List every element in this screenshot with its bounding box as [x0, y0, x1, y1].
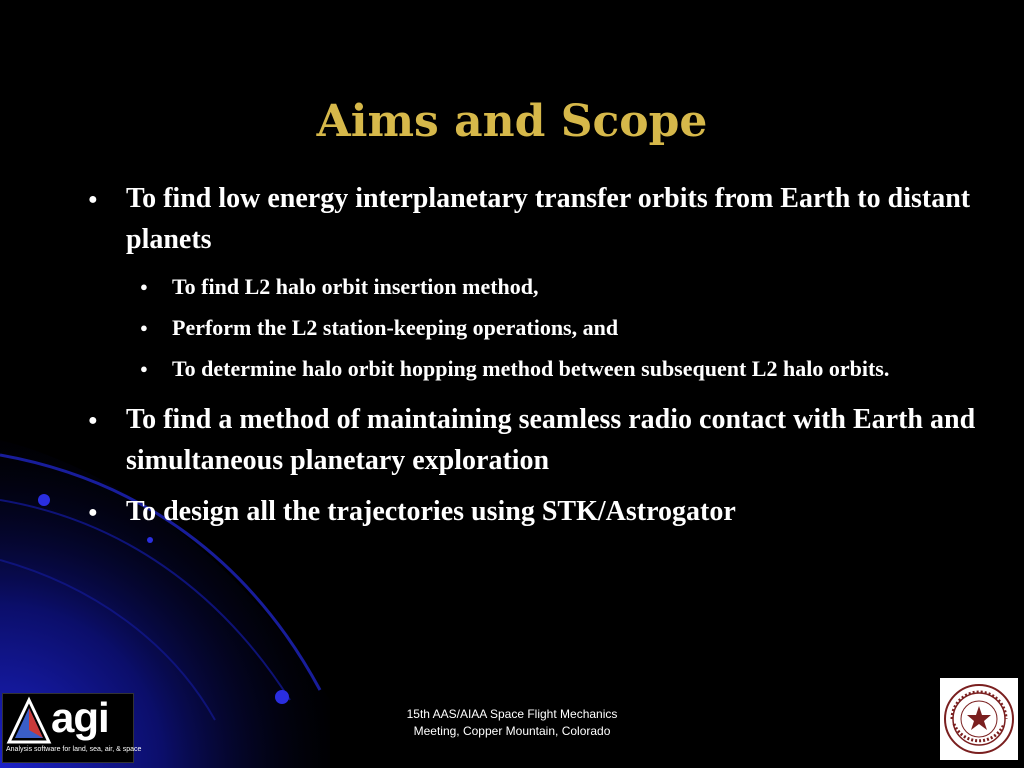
agi-logo [2, 693, 142, 763]
footer-text [362, 706, 662, 740]
slide-title: Aims and Scope [316, 96, 708, 147]
bullet-list [84, 178, 1004, 542]
sub-bullet-text: Perform the L2 station-keeping operations, and [172, 315, 619, 340]
sub-bullet-item [84, 311, 1004, 344]
sub-bullet-item [84, 352, 1004, 385]
footer-line: Meeting, Copper Mountain, Colorado [413, 724, 611, 738]
bullet-icon: ● [140, 320, 148, 335]
bullet-text: To find a method of maintaining seamless radio contact with Earth and simultaneous planetary exploration [126, 404, 976, 476]
bullet-text: To design all the trajectories using STK/Astrogator [126, 496, 736, 527]
agi-logo-tagline: Analysis software for land, sea, air, & space [6, 746, 142, 753]
bullet-icon: ● [140, 361, 148, 376]
sub-bullet-item [84, 270, 1004, 303]
bullet-item [84, 178, 1004, 260]
agi-logo-word: agi [51, 694, 109, 741]
bullet-icon: ● [88, 504, 98, 521]
footer-line: 15th AAS/AIAA Space Flight Mechanics [406, 707, 618, 721]
bullet-item [84, 491, 1004, 532]
sub-bullet-list [84, 270, 1004, 385]
bullet-text: To find low energy interplanetary transfer orbits from Earth to distant planets [126, 183, 971, 255]
university-seal [940, 678, 1018, 760]
sub-bullet-text: To determine halo orbit hopping method between subsequent L2 halo orbits. [172, 356, 890, 381]
bullet-icon: ● [140, 279, 148, 294]
bullet-icon: ● [88, 191, 98, 208]
bullet-icon: ● [88, 412, 98, 429]
triangle-logo-icon [5, 696, 53, 748]
seal-icon [940, 678, 1018, 760]
bullet-item [84, 399, 1004, 481]
sub-bullet-text: To find L2 halo orbit insertion method, [172, 274, 539, 299]
